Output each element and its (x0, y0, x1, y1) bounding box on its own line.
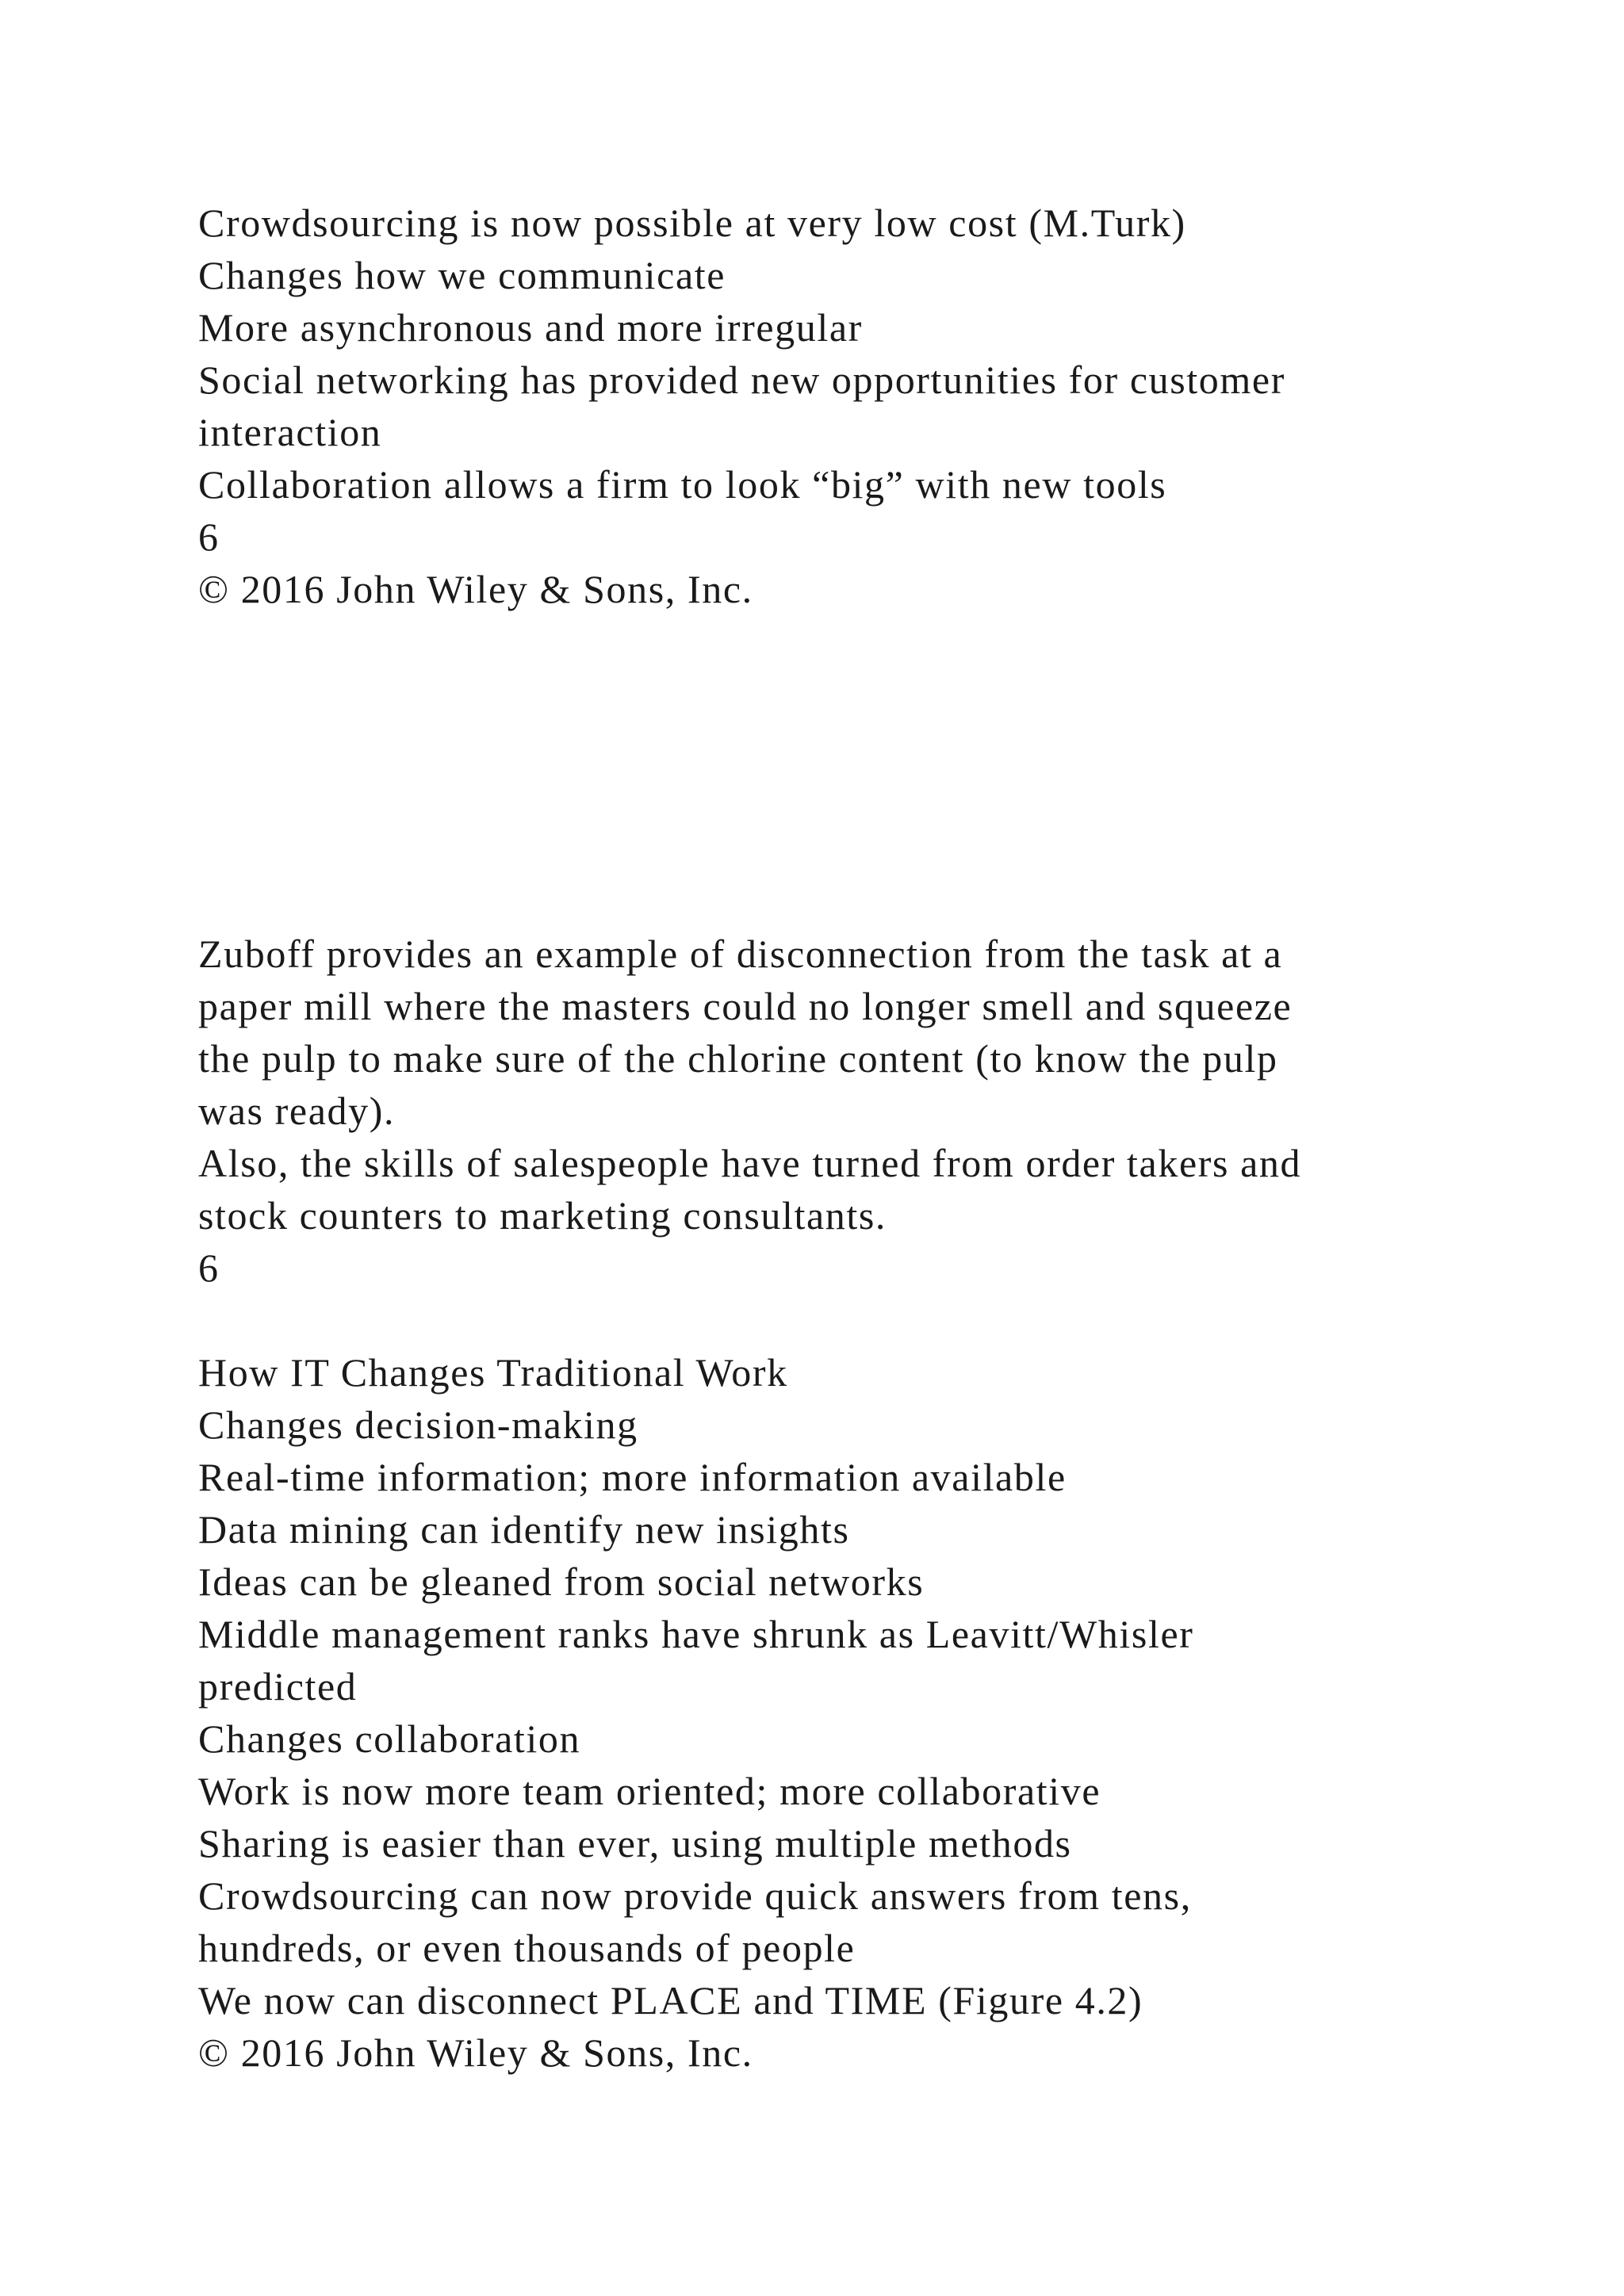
text-line: the pulp to make sure of the chlorine content (to know the pulp (198, 1036, 1278, 1081)
slide-text-block-2 (198, 928, 1499, 2079)
text-line: was ready). (198, 1089, 396, 1133)
slide-number: 6 (198, 515, 220, 559)
text-line: Data mining can identify new insights (198, 1507, 850, 1552)
text-line: Ideas can be gleaned from social networks (198, 1559, 925, 1604)
text-line: Changes collaboration (198, 1716, 581, 1761)
text-line: Collaboration allows a firm to look “big” with new tools (198, 462, 1167, 507)
copyright-line: © 2016 John Wiley & Sons, Inc. (198, 567, 753, 611)
section-heading: How IT Changes Traditional Work (198, 1350, 788, 1395)
text-line: Zuboff provides an example of disconnection from the task at a (198, 932, 1283, 976)
text-line: interaction (198, 410, 382, 454)
text-line: Crowdsourcing is now possible at very low cost (M.Turk) (198, 201, 1186, 245)
text-line: predicted (198, 1664, 358, 1709)
copyright-line: © 2016 John Wiley & Sons, Inc. (198, 2030, 753, 2075)
text-line: Also, the skills of salespeople have turned from order takers and (198, 1141, 1302, 1185)
blank-line (198, 1294, 1499, 1346)
text-line: Work is now more team oriented; more collaborative (198, 1769, 1101, 1813)
text-line: Changes decision-making (198, 1402, 638, 1447)
speaker-notes (198, 928, 1499, 1294)
text-line: More asynchronous and more irregular (198, 305, 863, 350)
text-line: stock counters to marketing consultants. (198, 1193, 887, 1238)
slide-number: 6 (198, 1246, 220, 1290)
text-line: Changes how we communicate (198, 253, 726, 297)
text-line: Middle management ranks have shrunk as Leavitt/Whisler (198, 1612, 1194, 1656)
slide-section (198, 1346, 1499, 2079)
text-line: We now can disconnect PLACE and TIME (Figure 4.2) (198, 1978, 1143, 2022)
text-line: Crowdsourcing can now provide quick answers from tens, (198, 1873, 1192, 1918)
text-line: hundreds, or even thousands of people (198, 1926, 856, 1970)
text-line: Social networking has provided new opportunities for customer (198, 358, 1285, 402)
text-line: Sharing is easier than ever, using multiple methods (198, 1821, 1072, 1866)
slide-text-block-1 (198, 197, 1499, 615)
text-line: Real-time information; more information available (198, 1455, 1067, 1499)
text-line: paper mill where the masters could no longer smell and squeeze (198, 984, 1293, 1028)
